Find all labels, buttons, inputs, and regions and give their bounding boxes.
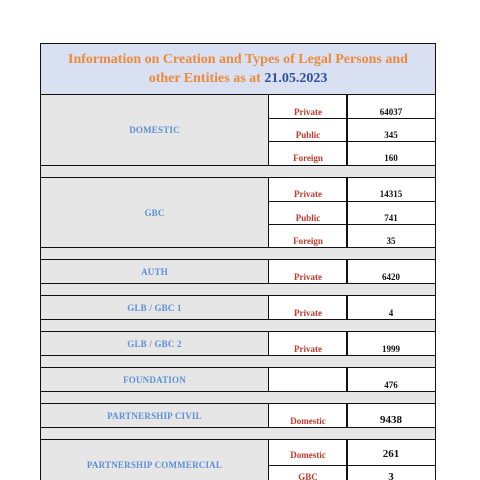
count-value: 261	[382, 448, 400, 460]
type-label: Foreign	[293, 236, 323, 246]
count-value: 14315	[379, 189, 403, 199]
spacer-row	[41, 427, 435, 439]
legal-persons-table	[40, 43, 436, 480]
spacer-row	[41, 391, 435, 403]
category-label: DOMESTIC	[41, 95, 269, 165]
type-label: GBC	[298, 472, 318, 480]
section-domestic	[41, 95, 435, 165]
spacer-row	[41, 319, 435, 331]
spacer-row	[41, 165, 435, 177]
category-label: PARTNERSHIP CIVIL	[41, 404, 269, 427]
title-date: 21.05.2023	[264, 71, 328, 86]
count-value: 1999	[382, 344, 400, 354]
count-value: 476	[384, 380, 398, 390]
type-label: Private	[294, 344, 322, 354]
category-label: FOUNDATION	[41, 368, 269, 391]
type-label: Public	[295, 213, 321, 223]
type-label: Public	[295, 130, 321, 140]
type-label: Private	[294, 107, 322, 117]
section-partnership-civil	[41, 403, 435, 427]
type-label: Private	[294, 308, 322, 318]
count-value: 3	[388, 471, 394, 480]
count-value: 160	[384, 153, 398, 163]
category-label: PARTNERSHIP COMMERCIAL	[41, 440, 269, 480]
section-auth	[41, 259, 435, 283]
type-label: Private	[294, 272, 322, 282]
category-label: GBC	[41, 178, 269, 247]
section-foundation	[41, 367, 435, 391]
section-partnership-commercial	[41, 439, 435, 480]
type-label: Foreign	[293, 153, 323, 163]
section-gbc	[41, 177, 435, 247]
title-line-1: Information on Creation and Types of Legal Persons and	[68, 52, 408, 67]
category-label: GLB / GBC 1	[41, 296, 269, 319]
count-value: 6420	[382, 272, 400, 282]
count-value: 9438	[380, 414, 402, 426]
count-value: 345	[384, 130, 398, 140]
count-value: 4	[388, 308, 394, 318]
section-glb-gbc-1	[41, 295, 435, 319]
section-glb-gbc-2	[41, 331, 435, 355]
spacer-row	[41, 283, 435, 295]
table-title	[41, 44, 435, 95]
type-label: Domestic	[290, 450, 326, 460]
count-value: 35	[386, 236, 396, 246]
category-label: GLB / GBC 2	[41, 332, 269, 355]
spacer-row	[41, 247, 435, 259]
count-value: 741	[384, 213, 398, 223]
type-label: Private	[294, 189, 322, 199]
count-value: 64037	[379, 107, 403, 117]
spacer-row	[41, 355, 435, 367]
title-line-2: other Entities as at	[148, 71, 265, 86]
category-label: AUTH	[41, 260, 269, 283]
type-label: Domestic	[290, 416, 326, 426]
